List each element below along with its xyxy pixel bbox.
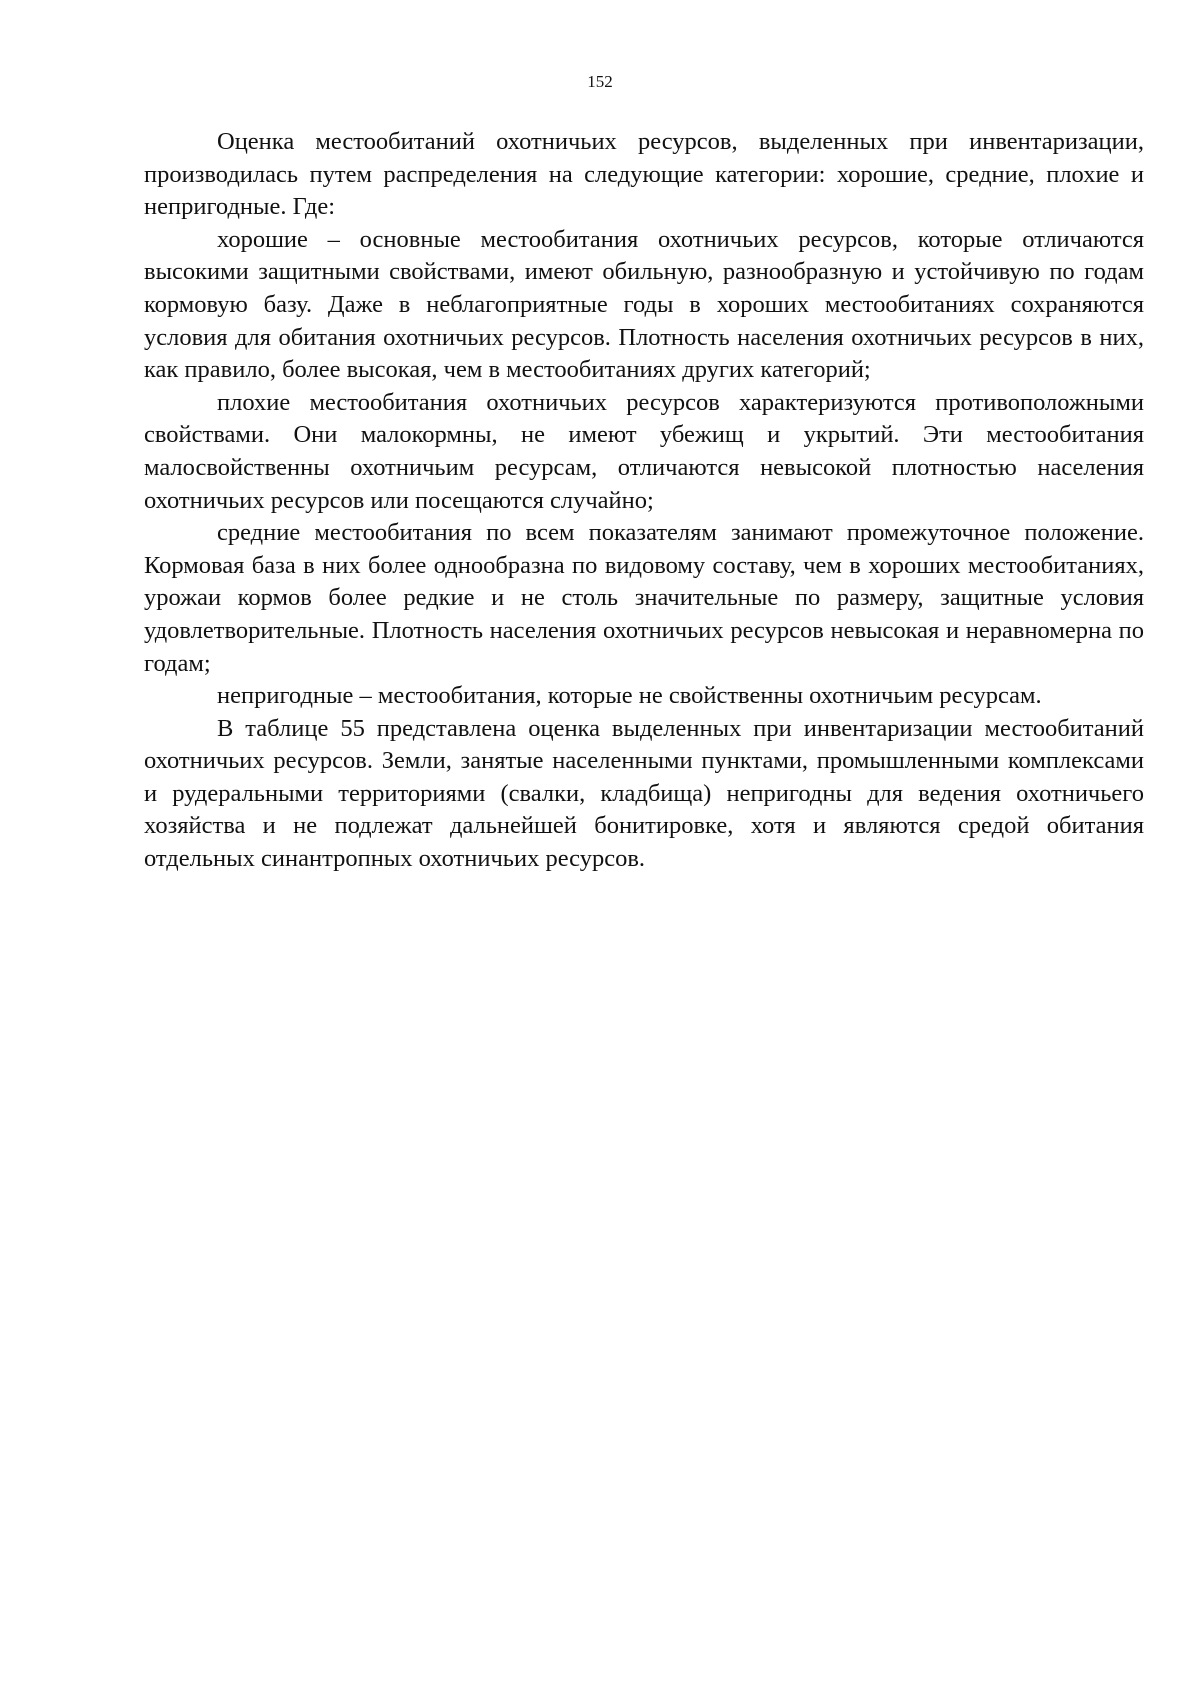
paragraph-medium-habitats: средние местообитания по всем показателям занимают промежуточное положение. Кормовая база в них более однообразна по видовому составу, чем в хороших местообитаниях, урожаи кормов более редкие и не столь значительные по размеру, защитные условия удовлетворительные. Плотность населения охотничьих ресурсов невысокая и неравномерна по годам; xyxy=(144,519,1144,677)
paragraph-unsuitable-habitats: непригодные – местообитания, которые не свойственны охотничьим ресурсам. xyxy=(217,682,1042,710)
paragraph-good-habitats: хорошие – основные местообитания охотничьих ресурсов, которые отличаются высокими защитными свойствами, имеют обильную, разнообразную и устойчивую по годам кормовую базу. Даже в неблагоприятные годы в хороших местообитаниях сохраняются условия для обитания охотничьих ресурсов. Плотность населения охотничьих ресурсов в них, как правило, более высокая, чем в местообитаниях других категорий; xyxy=(144,225,1144,384)
page-number: 152 xyxy=(587,72,613,91)
paragraph-poor-habitats: плохие местообитания охотничьих ресурсов характеризуются противоположными свойствами. Они малокормны, не имеют убежищ и укрытий. Эти местообитания малосвойственны охотничьим ресурсам, отличаются невысокой плотностью населения охотничьих ресурсов или посещаются случайно; xyxy=(144,388,1144,514)
paragraph-table-55-reference: В таблице 55 представлена оценка выделенных при инвентаризации местообитаний охотничьих ресурсов. Земли, занятые населенными пунктами, промышленными комплексами и рудеральными территориями (свалки, кладбища) непригодны для ведения охотничьего хозяйства и не подлежат дальнейшей бонитировке, хотя и являются средой обитания отдельных синантропных охотничьих ресурсов. xyxy=(144,714,1144,873)
document-body xyxy=(144,126,1144,876)
paragraph-habitat-assessment-intro: Оценка местообитаний охотничьих ресурсов, выделенных при инвентаризации, производилась путем распределения на следующие категории: хорошие, средние, плохие и непригодные. Где: xyxy=(144,128,1144,221)
